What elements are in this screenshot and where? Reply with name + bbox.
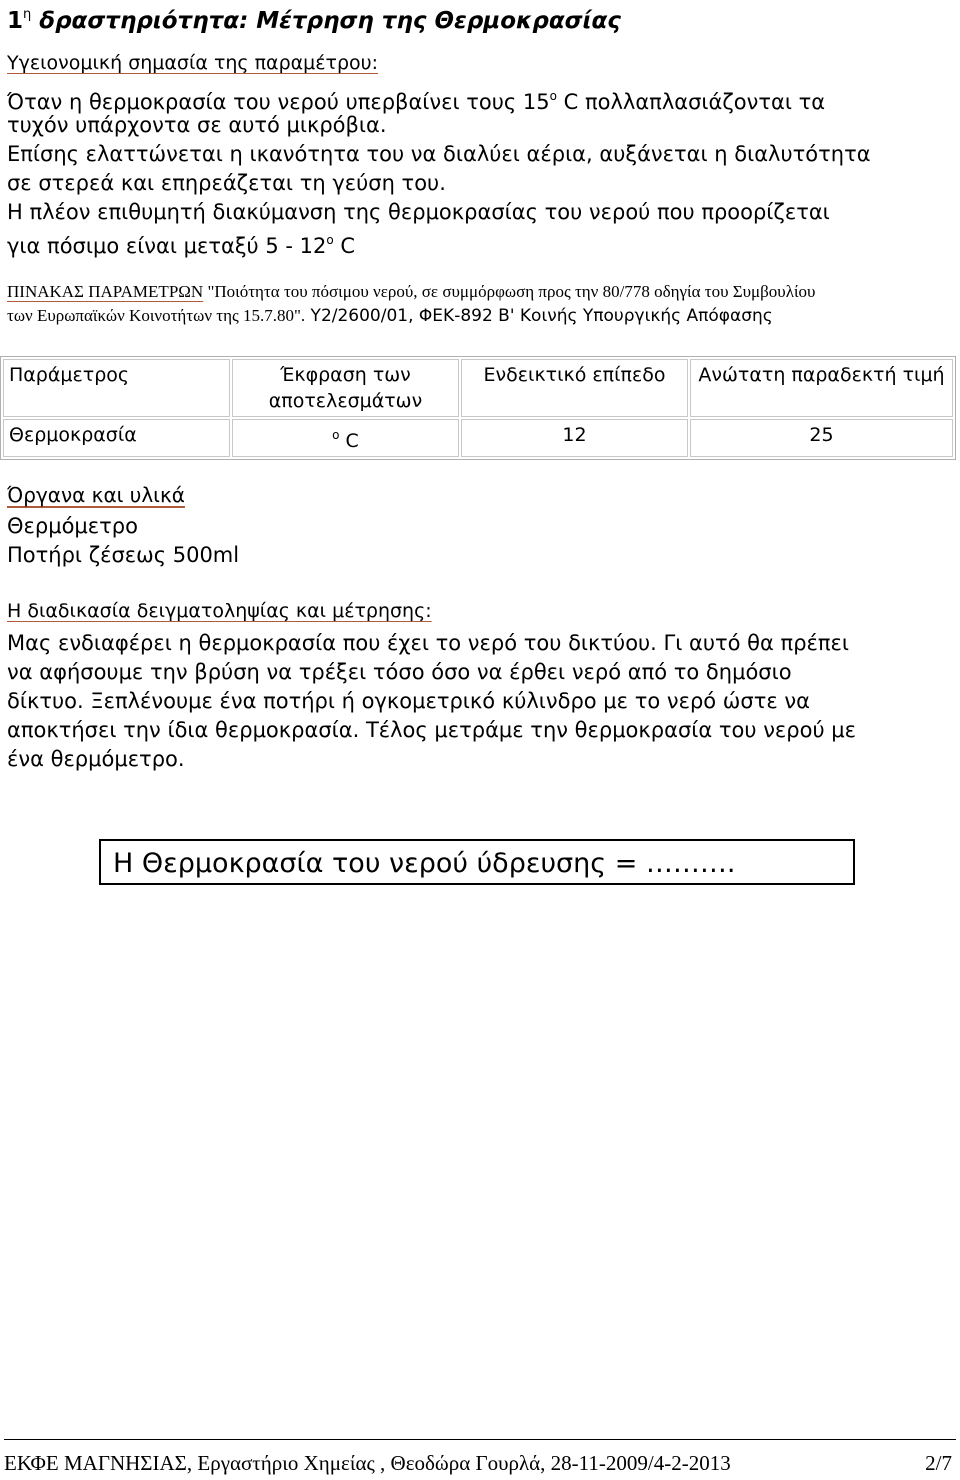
procedure-line: να αφήσουμε την βρύση να τρέξει τόσο όσο να έρθει νερό από το δημόσιο [7,660,792,684]
footer-text: ΕΚΦΕ ΜΑΓΝΗΣΙΑΣ, Εργαστήριο Χημείας , Θεοδώρα Γουρλά, 28-11-2009/4-2-2013 [4,1451,731,1475]
footer-divider [4,1439,956,1440]
health-text-line: για πόσιμο είναι μεταξύ $5 - 12^o$ C [7,233,356,258]
activity-number: 1 [7,8,24,34]
parameter-table-reference-cont: των Ευρωπαϊκών Κοινοτήτων της 15.7.80". Υ2/2600/01, ΦΕΚ-892 Β' Κοινής Υπουργικής Απόφασης [7,306,773,326]
table-row [3,419,953,457]
page-title [7,0,621,36]
health-text-line: Όταν η θερμοκρασία του νερού υπερβαίνει τους $15^o$ C πολλαπλασιάζονται τα [7,89,826,114]
activity-number-superscript: η [23,7,32,22]
equipment-item: Ποτήρι ζέσεως 500ml [7,543,240,567]
result-box [99,839,855,885]
health-significance-heading: Υγειονομική σημασία της παραμέτρου: [7,52,379,74]
parameters-table [0,356,956,460]
health-text-line: σε στερεά και επηρεάζεται τη γεύση του. [7,171,446,195]
health-text-line: Επίσης ελαττώνεται η ικανότητα του να διαλύει αέρια, αυξάνεται η διαλυτότητα [7,142,871,166]
procedure-heading: Η διαδικασία δειγματοληψίας και μέτρησης: [7,600,432,622]
table-cell-parameter: Θερμοκρασία [3,419,230,457]
health-text-line: τυχόν υπάρχοντα σε αυτό μικρόβια. [7,113,387,137]
table-cell-indicative: 12 [461,419,688,457]
health-text-line: Η πλέον επιθυμητή διακύμανση της θερμοκρασίας του νερού που προορίζεται [7,200,830,224]
table-header-row [3,359,953,417]
procedure-line: ένα θερμόμετρο. [7,747,185,771]
procedure-line: δίκτυο. Ξεπλένουμε ένα ποτήρι ή ογκομετρικό κύλινδρο με το νερό ώστε να [7,689,810,713]
table-header-cell: Ανώτατη παραδεκτή τιμή [690,359,953,417]
equipment-item: Θερμόμετρο [7,514,138,538]
page-number: 2/7 [925,1451,952,1475]
procedure-line: αποκτήσει την ίδια θερμοκρασία. Τέλος μετράμε την θερμοκρασία του νερού με [7,718,857,742]
table-header-cell: Έκφραση των αποτελεσμάτων [232,359,459,417]
equipment-heading: Όργανα και υλικά [7,483,185,507]
title-text: δραστηριότητα: Μέτρηση της Θερμοκρασίας [39,8,621,34]
procedure-line: Μας ενδιαφέρει η θερμοκρασία που έχει το νερό του δικτύου. Γι αυτό θα πρέπει [7,631,849,655]
table-cell-max: 25 [690,419,953,457]
table-header-cell: Ενδεικτικό επίπεδο [461,359,688,417]
table-header-cell: Παράμετρος [3,359,230,417]
table-cell-unit: $^o$ C [232,419,459,457]
parameter-table-reference: ΠΙΝΑΚΑΣ ΠΑΡΑΜΕΤΡΩΝ "Ποιότητα του πόσιμου νερού, σε συμμόρφωση προς την 80/778 οδηγία του Συμβουλίου [7,282,816,301]
result-text: Η Θερμοκρασία του νερού ύδρευσης = ………. [113,848,736,879]
parameter-table-label: ΠΙΝΑΚΑΣ ΠΑΡΑΜΕΤΡΩΝ [7,282,204,301]
